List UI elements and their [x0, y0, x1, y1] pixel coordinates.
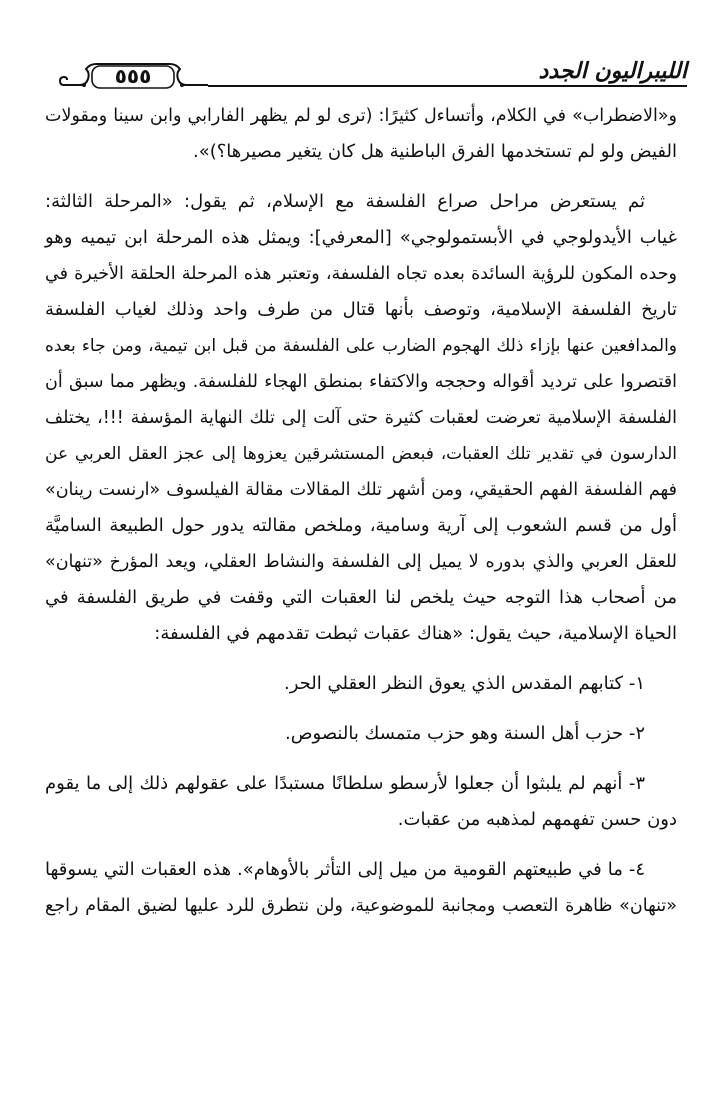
- list-item-3: [45, 766, 677, 838]
- text-line: اقتصروا على ترديد أقواله وحججه والاكتفاء بمنطق الهجاء للفلسفة. ويظهر مما سبق أن: [45, 372, 677, 392]
- text-line: ٣- أنهم لم يلبثوا أن جعلوا لأرسطو سلطانًا مستبدًا على عقولهم ذلك إلى ما يقوم: [45, 773, 645, 794]
- paragraph-1: [45, 98, 677, 170]
- text-line: الفلسفة الإسلامية تعرضت لعقبات كثيرة حتى آلت إلى تلك النهاية المؤسفة !!!، يختلف: [45, 408, 677, 428]
- text-line: للعقل العربي والذي بدوره لا يميل إلى الفلسفة والنشاط العقلي، ويعد المؤرخ «تنهان»: [45, 552, 677, 572]
- text-line: من أصحاب هذا التوجه حيث يلخص لنا العقبات التي وقفت في طريق الفلسفة في: [45, 587, 677, 608]
- text-line: غياب الأيدولوجي في الأبستمولوجي» [المعرفي]: ويمثل هذه المرحلة ابن تيميه وهو: [45, 227, 677, 248]
- text-line: و«الاضطراب» في الكلام، وأتساءل كثيرًا: (ترى لو لم يظهر الفارابي وابن سينا ومقولات: [45, 106, 677, 126]
- text-line: الدارسون في تقدير تلك العقبات، فبعض المستشرقين يعزوها إلى عجز العقل العربي عن: [45, 444, 677, 464]
- text-line: الحياة الإسلامية، حيث يقول: «هناك عقبات ثبطت تقدمهم في الفلسفة:: [154, 623, 677, 644]
- text-line: وحده المكون للرؤية السائدة بعده تجاه الفلسفة، وتعتبر هذه المرحلة الحلقة الأخيرة في: [45, 264, 677, 284]
- text-line: الفيض ولو لم تستخدمها الفرق الباطنية هل كان يتغير مصيرها؟)».: [192, 141, 677, 162]
- text-line: ٢- حزب أهل السنة وهو حزب متمسك بالنصوص.: [285, 723, 645, 744]
- paragraph-2: [45, 184, 677, 652]
- text-line: دون حسن تفهمهم لمذهبه من عقبات.: [397, 809, 677, 830]
- list-item-4: [45, 852, 677, 924]
- text-line: أول من قسم الشعوب إلى آرية وسامية، وملخص مقالته يدور حول الطبيعة الساميَّة: [45, 515, 677, 536]
- body-text: [45, 98, 677, 924]
- text-line: والمدافعين عنها بإزاء ذلك الهجوم الضارب على الفلسفة من قبل ابن تيمية، ومن جاء بعده: [45, 336, 677, 356]
- text-line: تاريخ الفلسفة الإسلامية، وتوصف بأنها قتال من طرف واحد وذلك لغياب الفلسفة: [45, 299, 677, 320]
- header-rule: [208, 85, 687, 87]
- list-item-1: [45, 666, 677, 702]
- page-header: [58, 58, 687, 92]
- text-line: ٤- ما في طبيعتهم القومية من ميل إلى التأثر بالأوهام». هذه العقبات التي يسوقها: [45, 859, 645, 880]
- page-number: ٥٥٥: [114, 64, 152, 88]
- text-line: ١- كتابهم المقدس الذي يعوق النظر العقلي الحر.: [284, 673, 645, 694]
- text-line: فهم الفلسفة الفهم الحقيقي، ومن أشهر تلك المقالات مقالة الفيلسوف «ارنست رينان»: [45, 480, 677, 500]
- text-line: «تنهان» ظاهرة التعصب ومجانبة للموضوعية، ولن نتطرق للرد عليها لضيق المقام راجع: [45, 896, 677, 916]
- text-line: ثم يستعرض مراحل صراع الفلسفة مع الإسلام، ثم يقول: «المرحلة الثالثة:: [45, 191, 645, 212]
- running-title: الليبراليون الجدد: [538, 59, 687, 84]
- list-item-2: [45, 716, 677, 752]
